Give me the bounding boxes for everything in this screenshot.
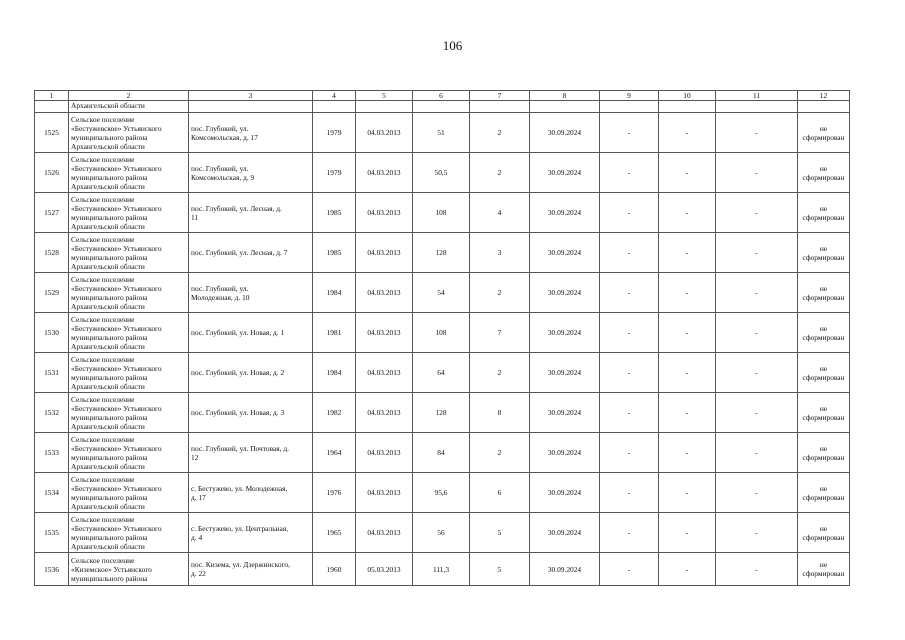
deadline-cell: 30.09.2024 bbox=[530, 113, 600, 153]
col10-cell: - bbox=[659, 393, 716, 433]
settlement-line: Сельское поселение bbox=[71, 274, 135, 284]
settlement-line: муниципального района bbox=[71, 532, 148, 542]
col10-cell: - bbox=[659, 153, 716, 193]
table-row bbox=[35, 553, 850, 586]
table-row bbox=[35, 353, 850, 393]
date-cell: 04.03.2013 bbox=[356, 193, 413, 233]
settlement-line: Сельское поселение bbox=[71, 154, 135, 164]
status-cell: не сформирован bbox=[798, 113, 850, 153]
col11-cell: - bbox=[716, 113, 798, 153]
settlement-cell bbox=[69, 313, 189, 353]
area-cell: 128 bbox=[413, 233, 470, 273]
deadline-cell: 30.09.2024 bbox=[530, 513, 600, 553]
area-cell: 108 bbox=[413, 193, 470, 233]
count-cell: 6 bbox=[470, 473, 530, 513]
count-cell: 4 bbox=[470, 193, 530, 233]
settlement-line: Сельское поселение bbox=[71, 354, 135, 364]
col10-cell: - bbox=[659, 113, 716, 153]
address-line: пос. Глубокий, ул. Почтовая, д. bbox=[191, 443, 289, 453]
address-line: д. 4 bbox=[191, 532, 203, 542]
col9-cell: - bbox=[600, 433, 659, 473]
count-cell: 2 bbox=[470, 433, 530, 473]
col11-cell: - bbox=[716, 513, 798, 553]
column-header: 4 bbox=[313, 91, 356, 101]
settlement-line: Сельское поселение bbox=[71, 514, 135, 524]
column-header: 12 bbox=[798, 91, 850, 101]
address-cell bbox=[189, 433, 313, 473]
col11-cell: - bbox=[716, 393, 798, 433]
settlement-line: Архангельской области bbox=[71, 181, 145, 191]
settlement-line: «Бестужевское» Устьянского bbox=[71, 283, 162, 293]
date-cell: 04.03.2013 bbox=[356, 233, 413, 273]
col11-cell: - bbox=[716, 553, 798, 586]
address-line: Молодежная, д. 10 bbox=[191, 292, 250, 302]
settlement-line: «Бестужевское» Устьянского bbox=[71, 363, 162, 373]
address-line: с. Бестужево, ул. Молодежная, bbox=[191, 483, 288, 493]
settlement-cell bbox=[69, 113, 189, 153]
continued-row bbox=[35, 101, 850, 113]
col11-cell: - bbox=[716, 433, 798, 473]
settlement-cell: Архангельской области bbox=[69, 101, 189, 113]
page-number: 106 bbox=[442, 38, 463, 53]
col9-cell: - bbox=[600, 113, 659, 153]
address-line: пос. Кизема, ул. Дзержинского, bbox=[191, 560, 290, 569]
year-cell: 1979 bbox=[313, 153, 356, 193]
year-cell: 1982 bbox=[313, 393, 356, 433]
status-cell: не сформирован bbox=[798, 313, 850, 353]
column-header: 10 bbox=[659, 91, 716, 101]
year-cell: 1985 bbox=[313, 233, 356, 273]
area-cell: 95,6 bbox=[413, 473, 470, 513]
col9-cell: - bbox=[600, 353, 659, 393]
row-number-cell: 1535 bbox=[35, 513, 69, 553]
count-cell: 2 bbox=[470, 113, 530, 153]
deadline-cell: 30.09.2024 bbox=[530, 473, 600, 513]
settlement-line: «Бестужевское» Устьянского bbox=[71, 483, 162, 493]
col10-cell: - bbox=[659, 473, 716, 513]
settlement-line: «Бестужевское» Устьянского bbox=[71, 123, 162, 133]
table-row bbox=[35, 433, 850, 473]
col10-cell: - bbox=[659, 273, 716, 313]
deadline-cell: 30.09.2024 bbox=[530, 193, 600, 233]
settlement-line: муниципального района bbox=[71, 292, 148, 302]
settlement-cell bbox=[69, 513, 189, 553]
address-cell bbox=[189, 353, 313, 393]
count-cell: 3 bbox=[470, 233, 530, 273]
col9-cell: - bbox=[600, 513, 659, 553]
deadline-cell: 30.09.2024 bbox=[530, 353, 600, 393]
area-cell: 64 bbox=[413, 353, 470, 393]
table-row bbox=[35, 113, 850, 153]
address-cell bbox=[189, 153, 313, 193]
address-line: пос. Глубокий, ул. Лесная, д. bbox=[191, 203, 282, 213]
column-header: 1 bbox=[35, 91, 69, 101]
settlement-line: «Киземское» Устьянского bbox=[71, 564, 152, 574]
row-number-cell: 1526 bbox=[35, 153, 69, 193]
settlement-cell bbox=[69, 273, 189, 313]
year-cell: 1981 bbox=[313, 313, 356, 353]
column-header: 6 bbox=[413, 91, 470, 101]
count-cell: 2 bbox=[470, 153, 530, 193]
date-cell: 04.03.2013 bbox=[356, 433, 413, 473]
date-cell: 04.03.2013 bbox=[356, 513, 413, 553]
deadline-cell: 30.09.2024 bbox=[530, 273, 600, 313]
address-cell bbox=[189, 193, 313, 233]
row-number-cell: 1530 bbox=[35, 313, 69, 353]
col11-cell: - bbox=[716, 273, 798, 313]
status-cell: не сформирован bbox=[798, 433, 850, 473]
col9-cell: - bbox=[600, 273, 659, 313]
area-cell: 108 bbox=[413, 313, 470, 353]
settlement-line: Архангельской области bbox=[71, 501, 145, 511]
area-cell: 111,3 bbox=[413, 553, 470, 586]
settlement-line: муниципального района bbox=[71, 252, 148, 262]
address-line: пос. Глубокий, ул. bbox=[191, 163, 249, 173]
column-header: 9 bbox=[600, 91, 659, 101]
deadline-cell: 30.09.2024 bbox=[530, 553, 600, 586]
settlement-line: муниципального района bbox=[71, 452, 148, 462]
col9-cell: - bbox=[600, 553, 659, 586]
address-cell bbox=[189, 273, 313, 313]
address-line: пос. Глубокий, ул. bbox=[191, 123, 249, 133]
year-cell: 1964 bbox=[313, 433, 356, 473]
col11-cell: - bbox=[716, 353, 798, 393]
settlement-line: Архангельской области bbox=[71, 261, 145, 271]
col11-cell: - bbox=[716, 153, 798, 193]
area-cell: 128 bbox=[413, 393, 470, 433]
settlement-line: «Бестужевское» Устьянского bbox=[71, 403, 162, 413]
settlement-line: Архангельской области bbox=[71, 221, 145, 231]
address-line: Комсомольская, д. 17 bbox=[191, 132, 258, 142]
row-number-cell: 1531 bbox=[35, 353, 69, 393]
status-cell: не сформирован bbox=[798, 193, 850, 233]
col11-cell: - bbox=[716, 313, 798, 353]
date-cell: 04.03.2013 bbox=[356, 313, 413, 353]
status-cell: не сформирован bbox=[798, 393, 850, 433]
settlement-line: «Бестужевское» Устьянского bbox=[71, 443, 162, 453]
status-cell: не сформирован bbox=[798, 473, 850, 513]
settlement-cell bbox=[69, 433, 189, 473]
area-cell: 50,5 bbox=[413, 153, 470, 193]
settlement-line: Архангельской области bbox=[71, 341, 145, 351]
col11-cell: - bbox=[716, 193, 798, 233]
deadline-cell: 30.09.2024 bbox=[530, 433, 600, 473]
settlement-line: Сельское поселение bbox=[71, 474, 135, 484]
settlement-line: муниципального района bbox=[71, 172, 148, 182]
col9-cell: - bbox=[600, 313, 659, 353]
date-cell: 04.03.2013 bbox=[356, 153, 413, 193]
col9-cell: - bbox=[600, 193, 659, 233]
count-cell: 7 bbox=[470, 313, 530, 353]
address-cell bbox=[189, 313, 313, 353]
settlement-line: Сельское поселение bbox=[71, 394, 135, 404]
address-line: 12 bbox=[191, 452, 199, 462]
status-cell: не сформирован bbox=[798, 513, 850, 553]
settlement-line: Архангельской области bbox=[71, 141, 145, 151]
column-header: 5 bbox=[356, 91, 413, 101]
col10-cell: - bbox=[659, 193, 716, 233]
settlement-line: муниципального района bbox=[71, 372, 148, 382]
count-cell: 2 bbox=[470, 273, 530, 313]
status-cell: не сформирован bbox=[798, 273, 850, 313]
table-row bbox=[35, 393, 850, 433]
settlement-line: Сельское поселение bbox=[71, 114, 135, 124]
year-cell: 1965 bbox=[313, 513, 356, 553]
col10-cell: - bbox=[659, 513, 716, 553]
settlement-line: «Бестужевское» Устьянского bbox=[71, 203, 162, 213]
address-line: пос. Глубокий, ул. Новая, д. 1 bbox=[191, 328, 285, 337]
settlement-line: муниципального района bbox=[71, 332, 148, 342]
table-row bbox=[35, 273, 850, 313]
settlement-line: муниципального района bbox=[71, 412, 148, 422]
settlement-line: Архангельской области bbox=[71, 381, 145, 391]
col10-cell: - bbox=[659, 313, 716, 353]
deadline-cell: 30.09.2024 bbox=[530, 153, 600, 193]
year-cell: 1985 bbox=[313, 193, 356, 233]
row-number-cell: 1525 bbox=[35, 113, 69, 153]
address-line: д. 22 bbox=[191, 569, 206, 578]
date-cell: 04.03.2013 bbox=[356, 113, 413, 153]
date-cell: 04.03.2013 bbox=[356, 473, 413, 513]
col10-cell: - bbox=[659, 353, 716, 393]
col10-cell: - bbox=[659, 433, 716, 473]
column-header: 11 bbox=[716, 91, 798, 101]
row-number-cell: 1527 bbox=[35, 193, 69, 233]
column-header: 2 bbox=[69, 91, 189, 101]
address-line: д. 17 bbox=[191, 492, 206, 502]
address-cell bbox=[189, 513, 313, 553]
settlement-line: Сельское поселение bbox=[71, 314, 135, 324]
area-cell: 54 bbox=[413, 273, 470, 313]
row-number-cell: 1528 bbox=[35, 233, 69, 273]
address-cell bbox=[189, 553, 313, 586]
status-cell: не сформирован bbox=[798, 553, 850, 586]
count-cell: 8 bbox=[470, 393, 530, 433]
settlement-cell bbox=[69, 193, 189, 233]
area-cell: 56 bbox=[413, 513, 470, 553]
column-header: 3 bbox=[189, 91, 313, 101]
row-number-cell: 1534 bbox=[35, 473, 69, 513]
settlement-line: муниципального района bbox=[71, 212, 148, 222]
address-line: 11 bbox=[191, 212, 199, 222]
year-cell: 1976 bbox=[313, 473, 356, 513]
count-cell: 5 bbox=[470, 513, 530, 553]
address-line: пос. Глубокий, ул. Новая, д. 2 bbox=[191, 368, 285, 377]
year-cell: 1984 bbox=[313, 353, 356, 393]
date-cell: 05.03.2013 bbox=[356, 553, 413, 586]
deadline-cell: 30.09.2024 bbox=[530, 313, 600, 353]
settlement-line: Сельское поселение bbox=[71, 434, 135, 444]
status-cell: не сформирован bbox=[798, 153, 850, 193]
settlement-cell bbox=[69, 153, 189, 193]
row-number-cell: 1529 bbox=[35, 273, 69, 313]
col9-cell: - bbox=[600, 233, 659, 273]
address-line: пос. Глубокий, ул. Новая, д. 3 bbox=[191, 408, 285, 417]
date-cell: 04.03.2013 bbox=[356, 353, 413, 393]
col11-cell: - bbox=[716, 473, 798, 513]
settlement-line: Архангельской области bbox=[71, 541, 145, 551]
address-cell bbox=[189, 113, 313, 153]
settlement-cell bbox=[69, 473, 189, 513]
date-cell: 04.03.2013 bbox=[356, 393, 413, 433]
col10-cell: - bbox=[659, 233, 716, 273]
settlement-line: «Бестужевское» Устьянского bbox=[71, 523, 162, 533]
table-row bbox=[35, 193, 850, 233]
column-header: 8 bbox=[530, 91, 600, 101]
settlement-line: Архангельской области bbox=[71, 461, 145, 471]
settlement-line: муниципального района bbox=[71, 492, 148, 502]
settlement-cell bbox=[69, 353, 189, 393]
column-header: 7 bbox=[470, 91, 530, 101]
address-cell bbox=[189, 473, 313, 513]
deadline-cell: 30.09.2024 bbox=[530, 393, 600, 433]
row-number-cell: 1533 bbox=[35, 433, 69, 473]
settlement-cell bbox=[69, 233, 189, 273]
settlement-line: муниципального района bbox=[71, 573, 148, 583]
settlement-line: Сельское поселение bbox=[71, 194, 135, 204]
row-number-cell: 1532 bbox=[35, 393, 69, 433]
address-line: пос. Глубокий, ул. bbox=[191, 283, 249, 293]
address-cell bbox=[189, 233, 313, 273]
settlement-line: Архангельской области bbox=[71, 301, 145, 311]
settlement-line: Архангельской области bbox=[71, 421, 145, 431]
settlement-line: Сельское поселение bbox=[71, 555, 135, 565]
settlement-line: Сельское поселение bbox=[71, 234, 135, 244]
settlement-line: «Бестужевское» Устьянского bbox=[71, 163, 162, 173]
year-cell: 1984 bbox=[313, 273, 356, 313]
table-row bbox=[35, 513, 850, 553]
settlement-line: «Бестужевское» Устьянского bbox=[71, 323, 162, 333]
col9-cell: - bbox=[600, 393, 659, 433]
table-row bbox=[35, 153, 850, 193]
area-cell: 51 bbox=[413, 113, 470, 153]
status-cell: не сформирован bbox=[798, 353, 850, 393]
col9-cell: - bbox=[600, 473, 659, 513]
year-cell: 1979 bbox=[313, 113, 356, 153]
col10-cell: - bbox=[659, 553, 716, 586]
settlement-cell bbox=[69, 393, 189, 433]
deadline-cell: 30.09.2024 bbox=[530, 233, 600, 273]
col11-cell: - bbox=[716, 233, 798, 273]
row-number-cell: 1536 bbox=[35, 553, 69, 586]
count-cell: 2 bbox=[470, 353, 530, 393]
area-cell: 84 bbox=[413, 433, 470, 473]
settlement-line: «Бестужевское» Устьянского bbox=[71, 243, 162, 253]
address-cell bbox=[189, 393, 313, 433]
table-row bbox=[35, 473, 850, 513]
settlement-line: муниципального района bbox=[71, 132, 148, 142]
settlement-cell bbox=[69, 553, 189, 586]
address-line: Комсомольская, д. 9 bbox=[191, 172, 255, 182]
address-line: пос. Глубокий, ул. Лесная, д. 7 bbox=[191, 248, 288, 257]
count-cell: 5 bbox=[470, 553, 530, 586]
year-cell: 1960 bbox=[313, 553, 356, 586]
status-cell: не сформирован bbox=[798, 233, 850, 273]
table-row bbox=[35, 313, 850, 353]
table-row bbox=[35, 233, 850, 273]
address-line: с. Бестужево, ул. Центральная, bbox=[191, 523, 289, 533]
col9-cell: - bbox=[600, 153, 659, 193]
column-number-header bbox=[35, 91, 850, 101]
housing-register-table bbox=[34, 90, 850, 586]
date-cell: 04.03.2013 bbox=[356, 273, 413, 313]
